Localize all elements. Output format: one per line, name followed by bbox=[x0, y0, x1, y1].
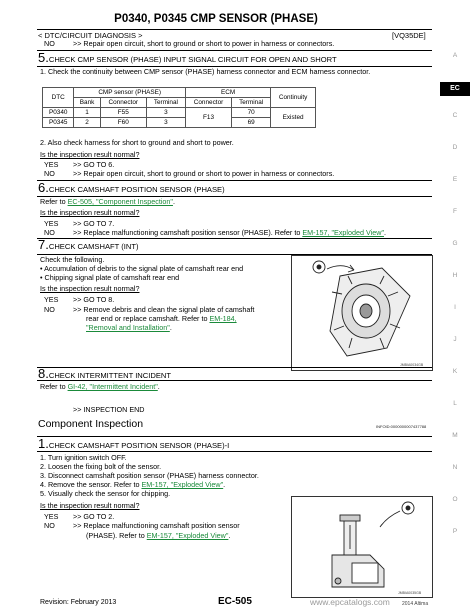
cell-continuity: Existed bbox=[271, 108, 316, 128]
sensor-figure bbox=[291, 496, 433, 598]
col-ecm-terminal: Terminal bbox=[232, 98, 271, 108]
index-item[interactable]: J bbox=[453, 336, 457, 343]
no-text-suffix: . bbox=[228, 531, 231, 540]
edition: 2014 Altima bbox=[402, 601, 429, 607]
step-divider bbox=[37, 451, 432, 452]
comp-step-1-number: 1. bbox=[38, 436, 49, 451]
no-text-line-1: >> Replace malfunctioning camshaft position sensor bbox=[73, 521, 240, 530]
no-text-suffix: . bbox=[384, 228, 386, 237]
cell-bank: 2 bbox=[74, 118, 100, 128]
step-8-number: 8. bbox=[38, 366, 49, 381]
refer-prefix: Refer to bbox=[40, 197, 68, 206]
col-ecm: ECM bbox=[185, 88, 270, 98]
yes-label: YES bbox=[44, 512, 59, 521]
index-item-active[interactable]: EC bbox=[440, 82, 470, 96]
link-em-157[interactable]: EM-157, "Exploded View" bbox=[302, 228, 384, 237]
step-6-heading bbox=[38, 180, 225, 195]
refer-suffix: . bbox=[172, 197, 175, 206]
yes-label: YES bbox=[44, 160, 59, 169]
step-6-number: 6. bbox=[38, 180, 49, 195]
index-item[interactable]: A bbox=[452, 52, 458, 59]
cell-ecm-terminal: 70 bbox=[232, 108, 271, 118]
cell-dtc: P0345 bbox=[43, 118, 74, 128]
no-text: >> Repair open circuit, short to ground or short to power in harness or connectors. bbox=[73, 169, 335, 178]
step-7-title: CHECK CAMSHAFT (INT) bbox=[48, 242, 139, 251]
step-5-heading bbox=[38, 50, 337, 65]
breadcrumb: < DTC/CIRCUIT DIAGNOSIS > bbox=[38, 31, 143, 40]
continuity-table bbox=[42, 87, 316, 128]
index-item[interactable]: L bbox=[453, 400, 457, 407]
yes-text: >> GO TO 7. bbox=[73, 219, 115, 228]
no-label: NO bbox=[44, 305, 55, 314]
comp-item-3: 3. Disconnect camshaft position sensor (PHASE) harness connector. bbox=[40, 471, 259, 480]
yes-label: YES bbox=[44, 219, 59, 228]
step-6-title: CHECK CAMSHAFT POSITION SENSOR (PHASE) bbox=[48, 185, 225, 194]
question: Is the inspection result normal? bbox=[40, 501, 140, 510]
no-text-line-3 bbox=[86, 324, 172, 333]
bullet-1: • Accumulation of debris to the signal plate of camshaft rear end bbox=[40, 264, 244, 273]
link-em-184[interactable]: EM-184, bbox=[209, 314, 237, 323]
cell-dtc: P0340 bbox=[43, 108, 74, 118]
step-5-number: 5. bbox=[38, 50, 49, 65]
comp-item-1: 1. Turn ignition switch OFF. bbox=[40, 453, 127, 462]
index-item[interactable]: G bbox=[452, 240, 458, 247]
question: Is the inspection result normal? bbox=[40, 150, 140, 159]
link-removal-installation[interactable]: "Removal and Installation" bbox=[86, 323, 170, 332]
page-number: EC-505 bbox=[218, 596, 252, 607]
step-7-intro: Check the following. bbox=[40, 255, 105, 264]
link-ec-505[interactable]: EC-505, "Component Inspection" bbox=[67, 197, 173, 206]
yes-label: YES bbox=[44, 295, 59, 304]
no-text-body: (PHASE). Refer to bbox=[86, 531, 147, 540]
cell-terminal: 3 bbox=[146, 108, 185, 118]
info-id: INFOID:0000000007437788 bbox=[376, 424, 427, 429]
bullet-2: • Chipping signal plate of camshaft rear end bbox=[40, 273, 180, 282]
link-em-157[interactable]: EM-157, "Exploded View" bbox=[141, 480, 224, 489]
no-text-body: >> Replace malfunctioning camshaft position sensor (PHASE). Refer to bbox=[73, 228, 303, 237]
cell-ecm-connector: F13 bbox=[185, 108, 231, 128]
index-item[interactable]: E bbox=[452, 176, 458, 183]
sensor-illustration bbox=[292, 497, 432, 597]
figure-id: JMBIA0034GB bbox=[400, 363, 424, 367]
step-7-number: 7. bbox=[38, 237, 49, 252]
comp-step-1-title: CHECK CAMSHAFT POSITION SENSOR (PHASE)-I bbox=[48, 441, 230, 450]
refer-prefix: Refer to bbox=[40, 382, 68, 391]
col-dtc: DTC bbox=[43, 88, 74, 108]
figure-id: JMBIA0035GB bbox=[398, 591, 422, 595]
col-ecm-connector: Connector bbox=[185, 98, 231, 108]
no-label: NO bbox=[44, 521, 55, 530]
question: Is the inspection result normal? bbox=[40, 284, 140, 293]
page-title: P0340, P0345 CMP SENSOR (PHASE) bbox=[114, 13, 318, 25]
cell-bank: 1 bbox=[74, 108, 100, 118]
yes-text: >> GO TO 8. bbox=[73, 295, 115, 304]
index-item[interactable]: M bbox=[452, 432, 458, 439]
step-5-item-1: 1. Check the continuity between CMP sensor (PHASE) harness connector and ECM harness connector. bbox=[40, 67, 371, 76]
col-cmp-sensor: CMP sensor (PHASE) bbox=[74, 88, 185, 98]
index-item[interactable]: C bbox=[452, 112, 458, 119]
step-8-title: CHECK INTERMITTENT INCIDENT bbox=[48, 371, 172, 380]
comp-item-2: 2. Loosen the fixing bolt of the sensor. bbox=[40, 462, 162, 471]
step-8-refer bbox=[40, 383, 160, 392]
step-7-heading bbox=[38, 237, 139, 252]
no-label: NO bbox=[44, 169, 55, 178]
question: Is the inspection result normal? bbox=[40, 208, 140, 217]
no-text: >> Repair open circuit, short to ground or short to power in harness or connectors. bbox=[73, 39, 335, 48]
no-text-line-2 bbox=[86, 532, 230, 541]
col-bank: Bank bbox=[74, 98, 100, 108]
index-item[interactable]: K bbox=[452, 368, 458, 375]
cell-connector: F55 bbox=[100, 108, 146, 118]
section-title: Component Inspection bbox=[38, 418, 144, 430]
cell-terminal: 3 bbox=[146, 118, 185, 128]
comp-step-1-heading bbox=[38, 436, 229, 451]
index-item[interactable]: O bbox=[452, 496, 458, 503]
link-em-157[interactable]: EM-157, "Exploded View" bbox=[146, 531, 229, 540]
no-label: NO bbox=[44, 228, 55, 237]
yes-text: >> GO TO 2. bbox=[73, 512, 115, 521]
step-8-heading bbox=[38, 366, 171, 381]
yes-text: >> GO TO 6. bbox=[73, 160, 115, 169]
step-5-title: CHECK CMP SENSOR (PHASE) INPUT SIGNAL CIRCUIT FOR OPEN AND SHORT bbox=[48, 55, 337, 64]
index-item[interactable]: F bbox=[453, 208, 457, 215]
step-divider bbox=[37, 380, 432, 381]
revision: Revision: February 2013 bbox=[40, 599, 117, 606]
no-text-suffix: . bbox=[169, 323, 172, 332]
watermark: www.epcatalogs.com bbox=[310, 597, 390, 607]
step-5-item-2: 2. Also check harness for short to ground and short to power. bbox=[40, 138, 234, 147]
index-item[interactable]: P bbox=[452, 528, 458, 535]
table-row bbox=[43, 108, 316, 118]
col-terminal: Terminal bbox=[146, 98, 185, 108]
camshaft-illustration bbox=[292, 256, 432, 370]
no-text-line-1: >> Remove debris and clean the signal plate of camshaft bbox=[73, 305, 255, 314]
comp-item-4-text: 4. Remove the sensor. Refer to bbox=[40, 480, 142, 489]
comp-item-5: 5. Visually check the sensor for chipping. bbox=[40, 489, 171, 498]
header-rule bbox=[37, 29, 432, 30]
col-connector: Connector bbox=[100, 98, 146, 108]
comp-item-4-suffix: . bbox=[223, 480, 226, 489]
camshaft-figure bbox=[291, 255, 433, 371]
no-text-body: rear end or replace camshaft. Refer to bbox=[86, 314, 210, 323]
cell-ecm-terminal: 69 bbox=[232, 118, 271, 128]
bullet-2-text: Chipping signal plate of camshaft rear end bbox=[44, 273, 180, 282]
refer-suffix: . bbox=[157, 382, 160, 391]
step-6-refer bbox=[40, 198, 175, 207]
link-gi-42[interactable]: GI-42, "Intermittent Incident" bbox=[67, 382, 158, 391]
bullet-1-text: Accumulation of debris to the signal plate of camshaft rear end bbox=[44, 264, 244, 273]
no-label: NO bbox=[44, 39, 55, 48]
cell-connector: F60 bbox=[100, 118, 146, 128]
inspection-end: >> INSPECTION END bbox=[73, 405, 145, 414]
engine-model: [VQ35DE] bbox=[392, 31, 426, 40]
col-continuity: Continuity bbox=[271, 88, 316, 108]
index-item[interactable]: N bbox=[452, 464, 458, 471]
index-item[interactable]: D bbox=[452, 144, 458, 151]
index-item[interactable]: H bbox=[452, 272, 458, 279]
index-item[interactable]: I bbox=[454, 304, 456, 311]
